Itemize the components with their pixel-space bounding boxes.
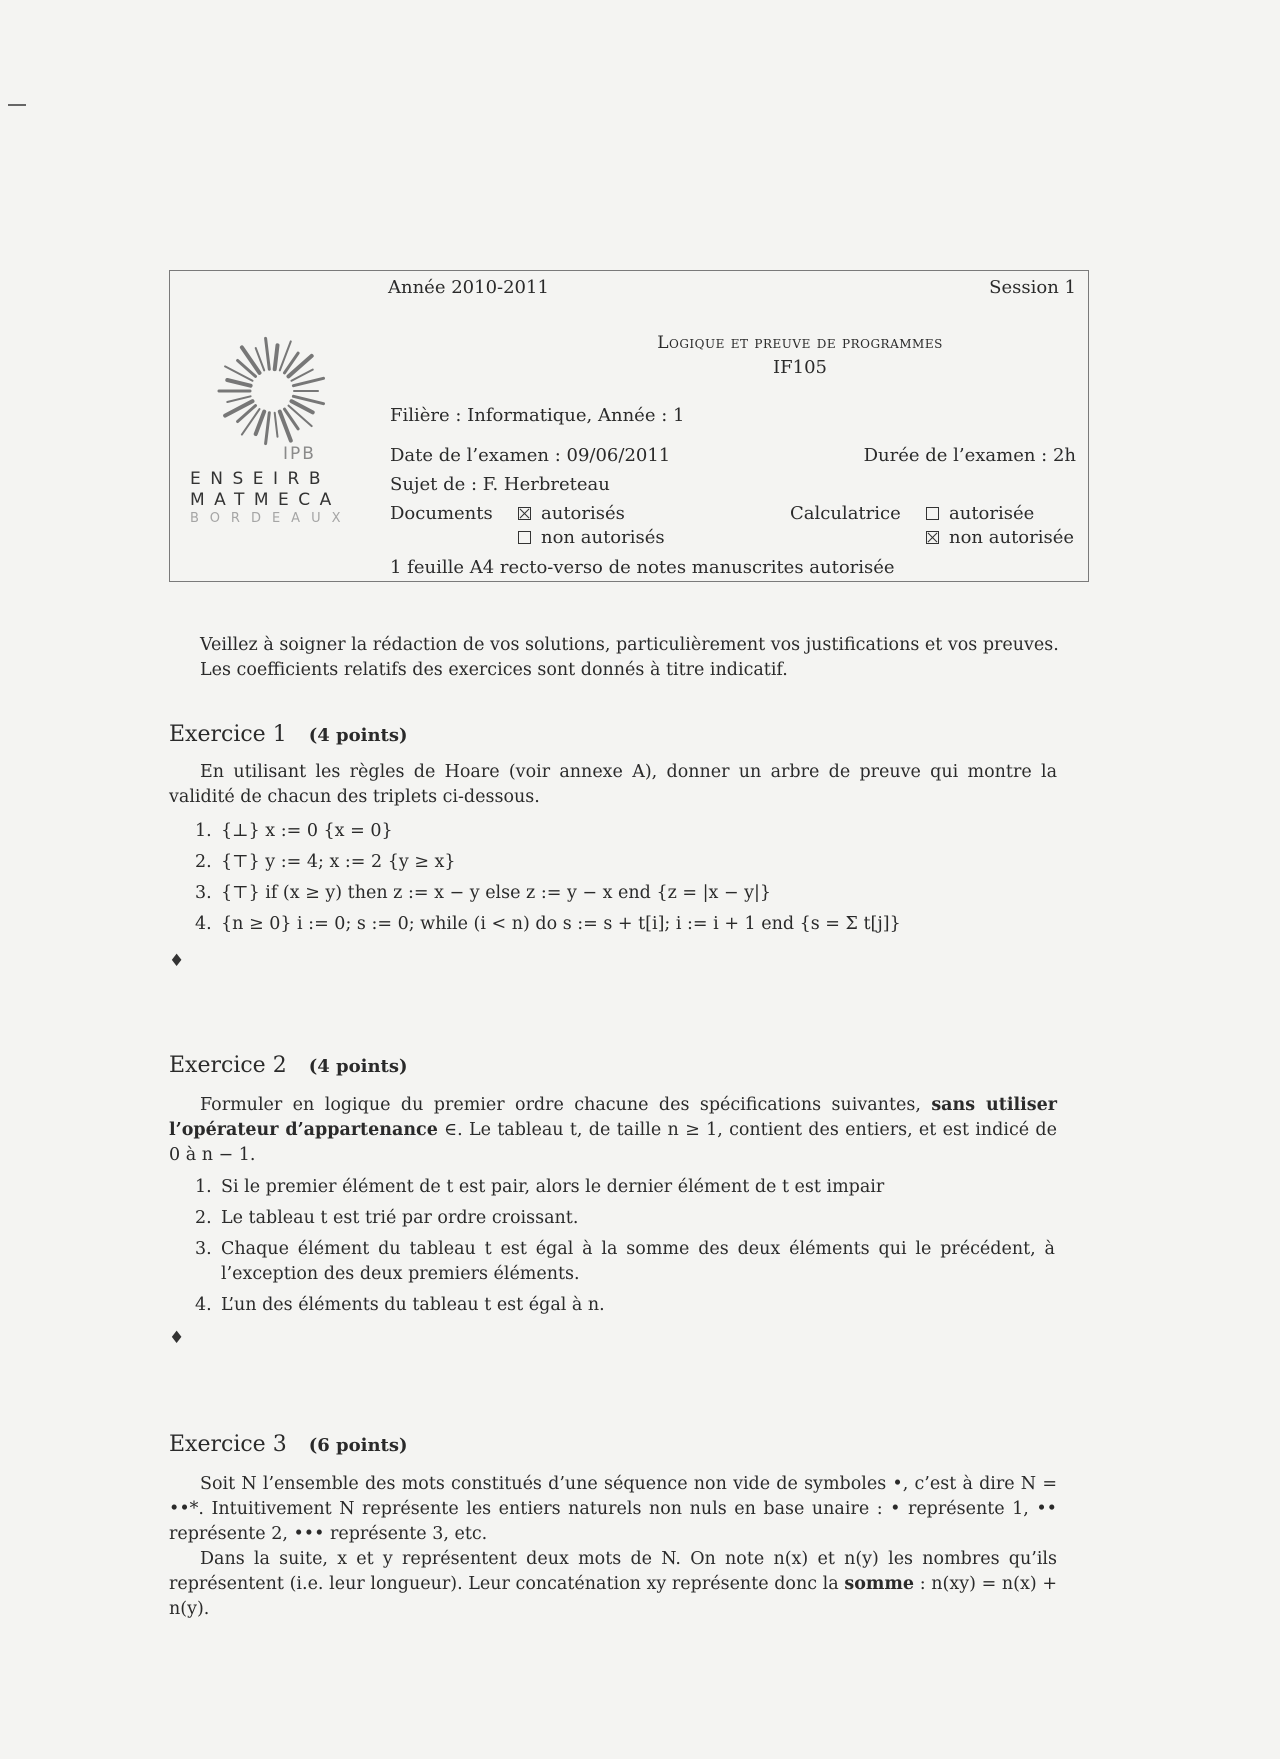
checked-box-icon <box>926 531 939 544</box>
exercise-3-title: Exercice 3 <box>169 1432 287 1457</box>
exercise-3-paragraph-2 <box>169 1547 1057 1622</box>
calc-authorized-option <box>926 503 1034 524</box>
exercise-2-item-1: Si le premier élément de t est pair, alors le dernier élément de t est impair <box>221 1177 885 1197</box>
scan-artifact <box>8 104 26 106</box>
documents-authorized-option <box>518 503 625 524</box>
exercise-1-item-2: {⊤} y := 4; x := 2 {y ≥ x} <box>221 852 456 872</box>
logo-ray <box>266 338 270 369</box>
documents-authorized-label: autorisés <box>541 503 625 524</box>
list-item: 3. Chaque élément du tableau t est égal à la somme des deux éléments qui le précédent, à l’exception des deux premiers éléments. <box>195 1237 1055 1287</box>
unchecked-box-icon <box>926 507 939 520</box>
exercise-2-heading <box>169 1053 408 1078</box>
list-item: 2. {⊤} y := 4; x := 2 {y ≥ x} <box>195 850 1055 875</box>
logo-ray <box>266 413 270 444</box>
exercise-1-statement-text: En utilisant les règles de Hoare (voir annexe A), donner un arbre de preuve qui montre la validité de chacun des triplets ci-dessous. <box>169 762 1057 807</box>
exercise-2-title: Exercice 2 <box>169 1053 287 1078</box>
calculator-label: Calculatrice <box>790 503 901 524</box>
ipb-enseirb-logo <box>190 321 360 561</box>
exercise-1-statement <box>169 760 1057 810</box>
exercise-2-list <box>195 1175 1055 1324</box>
unchecked-box-icon <box>518 531 531 544</box>
exercise-1-points: (4 points) <box>308 725 408 746</box>
exercise-1-list <box>195 819 1055 943</box>
exercise-2-statement-pre: Formuler en logique du premier ordre chacune des spécifications suivantes, <box>200 1095 921 1115</box>
session: Session 1 <box>989 277 1076 298</box>
documents-label: Documents <box>390 503 493 524</box>
exam-header <box>169 270 1089 582</box>
exercise-1-item-1: {⊥} x := 0 {x = 0} <box>221 821 393 841</box>
list-item: 1. Si le premier élément de t est pair, alors le dernier élément de t est impair <box>195 1175 1055 1200</box>
exam-duration: Durée de l’examen : 2h <box>863 445 1076 466</box>
exercise-1-title: Exercice 1 <box>169 722 287 747</box>
logo-ipb-text: IPB <box>283 444 316 464</box>
exercise-2-statement-bold: sans utiliser l’opérateur d’appartenance <box>169 1095 1057 1140</box>
exercise-1-heading <box>169 722 408 747</box>
notes-allowed: 1 feuille A4 recto-verso de notes manuscrites autorisée <box>390 557 895 578</box>
list-item: 3. {⊤} if (x ≥ y) then z := x − y else z := y − x end {z = |x − y|} <box>195 881 1055 906</box>
logo-ray <box>289 356 312 377</box>
list-item: 1. {⊥} x := 0 {x = 0} <box>195 819 1055 844</box>
exercise-3-para-2-pre: Dans la suite, x et y représentent deux mots de N. On note n(x) et n(y) les nombres qu’ils représentent (i.e. leur longueur). Leur concaténation xy représente donc la <box>169 1549 1057 1594</box>
exercise-3-points: (6 points) <box>308 1435 408 1456</box>
exam-date: Date de l’examen : 09/06/2011 <box>390 445 671 466</box>
exercise-2-points: (4 points) <box>308 1056 408 1077</box>
exam-author: Sujet de : F. Herbreteau <box>390 474 610 495</box>
academic-year: Année 2010-2011 <box>388 277 549 298</box>
exercise-1-item-4: {n ≥ 0} i := 0; s := 0; while (i < n) do s := s + t[i]; i := i + 1 end {s = Σ t[j]} <box>221 914 901 934</box>
sunburst-logo-icon <box>190 321 360 461</box>
logo-line-1: ENSEIRB <box>190 469 330 489</box>
exercise-3-paragraph-1 <box>169 1472 1057 1547</box>
logo-line-3: BORDEAUX <box>190 511 352 526</box>
list-item: 4. L’un des éléments du tableau t est égal à n. <box>195 1293 1055 1318</box>
course-title: Logique et preuve de programmes <box>657 333 943 353</box>
exercise-2-item-2: Le tableau t est trié par ordre croissant. <box>221 1208 579 1228</box>
exercise-3-para-1-text: Soit N l’ensemble des mots constitués d’une séquence non vide de symboles •, c’est à dire N = ••*. Intuitivement N représente les entiers naturels non nuls en base unaire : • représente 1, •• représente 2, ••• représente 3, etc. <box>169 1474 1057 1544</box>
calc-not-authorized-option <box>926 527 1074 548</box>
checked-box-icon <box>518 507 531 520</box>
exercise-1-item-3: {⊤} if (x ≥ y) then z := x − y else z := y − x end {z = |x − y|} <box>221 883 772 903</box>
instructions-line-2: Les coefficients relatifs des exercices sont donnés à titre indicatif. <box>200 660 788 680</box>
list-item: 2. Le tableau t est trié par ordre croissant. <box>195 1206 1055 1231</box>
instructions-line-1: Veillez à soigner la rédaction de vos solutions, particulièrement vos justifications et vos preuves. <box>200 635 1059 655</box>
logo-ray <box>275 413 278 437</box>
logo-ray <box>293 378 323 385</box>
end-of-exercise-1-icon: ♦ <box>169 951 185 971</box>
exercise-3-heading <box>169 1432 408 1457</box>
logo-ray <box>275 345 278 369</box>
logo-ray <box>227 396 250 402</box>
course-code: IF105 <box>773 357 827 378</box>
exercise-3-para-2-post: : n(xy) = n(x) + n(y). <box>169 1574 1057 1619</box>
calc-authorized-label: autorisée <box>949 503 1035 524</box>
calc-not-authorized-label: non autorisée <box>949 527 1075 548</box>
list-item: 4. {n ≥ 0} i := 0; s := 0; while (i < n) do s := s + t[i]; i := i + 1 end {s = Σ t[j]} <box>195 912 1055 937</box>
instructions <box>200 633 1070 683</box>
exercise-2-statement-post: ∈. Le tableau t, de taille n ≥ 1, contient des entiers, et est indicé de 0 à n − 1. <box>169 1120 1057 1165</box>
documents-not-authorized-label: non autorisés <box>541 527 665 548</box>
logo-line-2: MATMECA <box>190 490 341 510</box>
logo-ray <box>256 412 265 434</box>
exercise-2-item-4: L’un des éléments du tableau t est égal à n. <box>221 1295 605 1315</box>
exercise-2-statement <box>169 1093 1057 1168</box>
end-of-exercise-2-icon: ♦ <box>169 1328 185 1348</box>
filiere: Filière : Informatique, Année : 1 <box>390 405 685 426</box>
logo-ray <box>227 380 250 386</box>
exercise-2-item-3: Chaque élément du tableau t est égal à la somme des deux éléments qui le précédent, à l’exception des deux premiers éléments. <box>221 1239 1055 1284</box>
documents-not-authorized-option <box>518 527 665 548</box>
exercise-3-para-2-bold: somme <box>844 1574 915 1594</box>
